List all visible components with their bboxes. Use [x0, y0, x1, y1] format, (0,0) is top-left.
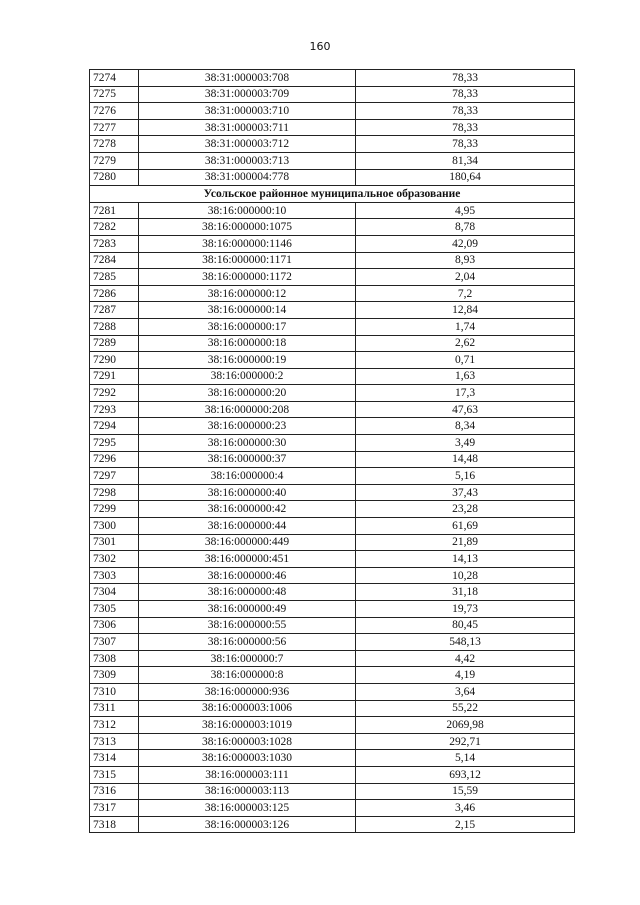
value-cell: 81,34 [356, 152, 575, 169]
table-row [90, 219, 575, 236]
value-cell: 1,74 [356, 318, 575, 335]
value-cell: 78,33 [356, 136, 575, 153]
page-number: 160 [309, 40, 331, 53]
cadastral-number: 38:16:000000:19 [139, 352, 356, 369]
cadastral-number: 38:16:000000:1075 [139, 219, 356, 236]
value-cell: 5,14 [356, 750, 575, 767]
table-row [90, 385, 575, 402]
row-number: 7315 [90, 766, 139, 783]
value-cell: 2,15 [356, 816, 575, 833]
row-number: 7286 [90, 285, 139, 302]
row-number: 7310 [90, 683, 139, 700]
value-cell: 12,84 [356, 302, 575, 319]
value-cell: 3,46 [356, 800, 575, 817]
row-number: 7289 [90, 335, 139, 352]
value-cell: 14,48 [356, 451, 575, 468]
registry-table [89, 69, 575, 833]
cadastral-number: 38:16:000003:1019 [139, 717, 356, 734]
cadastral-number: 38:31:000004:778 [139, 169, 356, 186]
table-row [90, 252, 575, 269]
table-row [90, 584, 575, 601]
value-cell: 23,28 [356, 501, 575, 518]
cadastral-number: 38:31:000003:710 [139, 103, 356, 120]
row-number: 7305 [90, 601, 139, 618]
row-number: 7308 [90, 650, 139, 667]
table-row [90, 567, 575, 584]
value-cell: 15,59 [356, 783, 575, 800]
table-row [90, 103, 575, 120]
value-cell: 14,13 [356, 551, 575, 568]
cadastral-number: 38:16:000000:1172 [139, 269, 356, 286]
table-row [90, 650, 575, 667]
table-row [90, 518, 575, 535]
table-row [90, 152, 575, 169]
row-number: 7284 [90, 252, 139, 269]
cadastral-number: 38:16:000000:20 [139, 385, 356, 402]
section-title: Усольское районное муниципальное образование [90, 186, 575, 203]
row-number: 7311 [90, 700, 139, 717]
value-cell: 4,42 [356, 650, 575, 667]
row-number: 7292 [90, 385, 139, 402]
row-number: 7293 [90, 401, 139, 418]
table-row [90, 335, 575, 352]
table-row [90, 800, 575, 817]
value-cell: 47,63 [356, 401, 575, 418]
table-row [90, 401, 575, 418]
cadastral-number: 38:16:000003:111 [139, 766, 356, 783]
cadastral-number: 38:16:000003:126 [139, 816, 356, 833]
table-row [90, 816, 575, 833]
row-number: 7291 [90, 368, 139, 385]
value-cell: 17,3 [356, 385, 575, 402]
table-row [90, 766, 575, 783]
table-row [90, 667, 575, 684]
cadastral-number: 38:16:000000:46 [139, 567, 356, 584]
row-number: 7306 [90, 617, 139, 634]
row-number: 7282 [90, 219, 139, 236]
cadastral-number: 38:16:000000:12 [139, 285, 356, 302]
table-row [90, 418, 575, 435]
cadastral-number: 38:16:000000:56 [139, 634, 356, 651]
value-cell: 2069,98 [356, 717, 575, 734]
table-row [90, 202, 575, 219]
row-number: 7285 [90, 269, 139, 286]
cadastral-number: 38:16:000003:113 [139, 783, 356, 800]
row-number: 7300 [90, 518, 139, 535]
cadastral-number: 38:16:000000:10 [139, 202, 356, 219]
table-row [90, 601, 575, 618]
value-cell: 21,89 [356, 534, 575, 551]
value-cell: 0,71 [356, 352, 575, 369]
value-cell: 19,73 [356, 601, 575, 618]
table-row [90, 318, 575, 335]
table-row [90, 435, 575, 452]
cadastral-number: 38:16:000000:8 [139, 667, 356, 684]
row-number: 7281 [90, 202, 139, 219]
row-number: 7318 [90, 816, 139, 833]
row-number: 7317 [90, 800, 139, 817]
value-cell: 2,62 [356, 335, 575, 352]
table-row [90, 451, 575, 468]
row-number: 7309 [90, 667, 139, 684]
table-row [90, 235, 575, 252]
table-row [90, 501, 575, 518]
value-cell: 31,18 [356, 584, 575, 601]
cadastral-number: 38:16:000000:42 [139, 501, 356, 518]
cadastral-number: 38:31:000003:711 [139, 119, 356, 136]
section-header [90, 186, 575, 203]
cadastral-number: 38:16:000000:49 [139, 601, 356, 618]
cadastral-number: 38:16:000000:55 [139, 617, 356, 634]
value-cell: 37,43 [356, 484, 575, 501]
row-number: 7307 [90, 634, 139, 651]
row-number: 7295 [90, 435, 139, 452]
row-number: 7303 [90, 567, 139, 584]
table-row [90, 617, 575, 634]
row-number: 7304 [90, 584, 139, 601]
table-row [90, 717, 575, 734]
value-cell: 7,2 [356, 285, 575, 302]
cadastral-number: 38:16:000000:208 [139, 401, 356, 418]
value-cell: 80,45 [356, 617, 575, 634]
table-row [90, 269, 575, 286]
value-cell: 4,19 [356, 667, 575, 684]
value-cell: 292,71 [356, 733, 575, 750]
value-cell: 55,22 [356, 700, 575, 717]
row-number: 7296 [90, 451, 139, 468]
row-number: 7287 [90, 302, 139, 319]
value-cell: 42,09 [356, 235, 575, 252]
value-cell: 78,33 [356, 70, 575, 87]
row-number: 7277 [90, 119, 139, 136]
row-number: 7312 [90, 717, 139, 734]
value-cell: 8,34 [356, 418, 575, 435]
table-row [90, 683, 575, 700]
row-number: 7313 [90, 733, 139, 750]
row-number: 7294 [90, 418, 139, 435]
row-number: 7297 [90, 468, 139, 485]
cadastral-number: 38:16:000000:40 [139, 484, 356, 501]
row-number: 7290 [90, 352, 139, 369]
table-row [90, 70, 575, 87]
table-row [90, 468, 575, 485]
cadastral-number: 38:16:000003:1006 [139, 700, 356, 717]
value-cell: 5,16 [356, 468, 575, 485]
table-row [90, 368, 575, 385]
cadastral-number: 38:16:000000:17 [139, 318, 356, 335]
value-cell: 78,33 [356, 86, 575, 103]
value-cell: 78,33 [356, 119, 575, 136]
value-cell: 8,78 [356, 219, 575, 236]
row-number: 7278 [90, 136, 139, 153]
row-number: 7288 [90, 318, 139, 335]
cadastral-number: 38:16:000000:1171 [139, 252, 356, 269]
table-row [90, 86, 575, 103]
value-cell: 548,13 [356, 634, 575, 651]
table-row [90, 484, 575, 501]
cadastral-number: 38:16:000000:37 [139, 451, 356, 468]
table-row [90, 534, 575, 551]
cadastral-number: 38:16:000000:48 [139, 584, 356, 601]
value-cell: 4,95 [356, 202, 575, 219]
table-row [90, 352, 575, 369]
table-row [90, 634, 575, 651]
cadastral-number: 38:16:000003:1030 [139, 750, 356, 767]
cadastral-number: 38:16:000000:2 [139, 368, 356, 385]
row-number: 7298 [90, 484, 139, 501]
row-number: 7276 [90, 103, 139, 120]
value-cell: 3,49 [356, 435, 575, 452]
cadastral-number: 38:16:000000:14 [139, 302, 356, 319]
row-number: 7299 [90, 501, 139, 518]
row-number: 7302 [90, 551, 139, 568]
table-row [90, 750, 575, 767]
cadastral-number: 38:31:000003:709 [139, 86, 356, 103]
value-cell: 61,69 [356, 518, 575, 535]
row-number: 7274 [90, 70, 139, 87]
cadastral-number: 38:16:000000:7 [139, 650, 356, 667]
table-body-after [90, 202, 575, 833]
cadastral-number: 38:16:000000:451 [139, 551, 356, 568]
row-number: 7316 [90, 783, 139, 800]
row-number: 7314 [90, 750, 139, 767]
table-body-before [90, 70, 575, 186]
cadastral-number: 38:16:000000:1146 [139, 235, 356, 252]
row-number: 7275 [90, 86, 139, 103]
cadastral-number: 38:16:000000:18 [139, 335, 356, 352]
value-cell: 10,28 [356, 567, 575, 584]
table-row [90, 119, 575, 136]
section-row [90, 186, 575, 203]
value-cell: 180,64 [356, 169, 575, 186]
table-row [90, 302, 575, 319]
row-number: 7280 [90, 169, 139, 186]
cadastral-number: 38:31:000003:708 [139, 70, 356, 87]
row-number: 7279 [90, 152, 139, 169]
cadastral-number: 38:16:000000:4 [139, 468, 356, 485]
table-row [90, 169, 575, 186]
table-row [90, 783, 575, 800]
value-cell: 78,33 [356, 103, 575, 120]
value-cell: 3,64 [356, 683, 575, 700]
table-row [90, 285, 575, 302]
cadastral-number: 38:16:000000:44 [139, 518, 356, 535]
table-row [90, 700, 575, 717]
cadastral-number: 38:16:000000:30 [139, 435, 356, 452]
cadastral-number: 38:31:000003:713 [139, 152, 356, 169]
value-cell: 1,63 [356, 368, 575, 385]
cadastral-number: 38:16:000003:125 [139, 800, 356, 817]
table-row [90, 551, 575, 568]
value-cell: 8,93 [356, 252, 575, 269]
value-cell: 693,12 [356, 766, 575, 783]
table-row [90, 733, 575, 750]
value-cell: 2,04 [356, 269, 575, 286]
cadastral-number: 38:16:000000:449 [139, 534, 356, 551]
cadastral-number: 38:16:000003:1028 [139, 733, 356, 750]
table-row [90, 136, 575, 153]
cadastral-number: 38:16:000000:936 [139, 683, 356, 700]
cadastral-number: 38:31:000003:712 [139, 136, 356, 153]
row-number: 7301 [90, 534, 139, 551]
row-number: 7283 [90, 235, 139, 252]
cadastral-number: 38:16:000000:23 [139, 418, 356, 435]
